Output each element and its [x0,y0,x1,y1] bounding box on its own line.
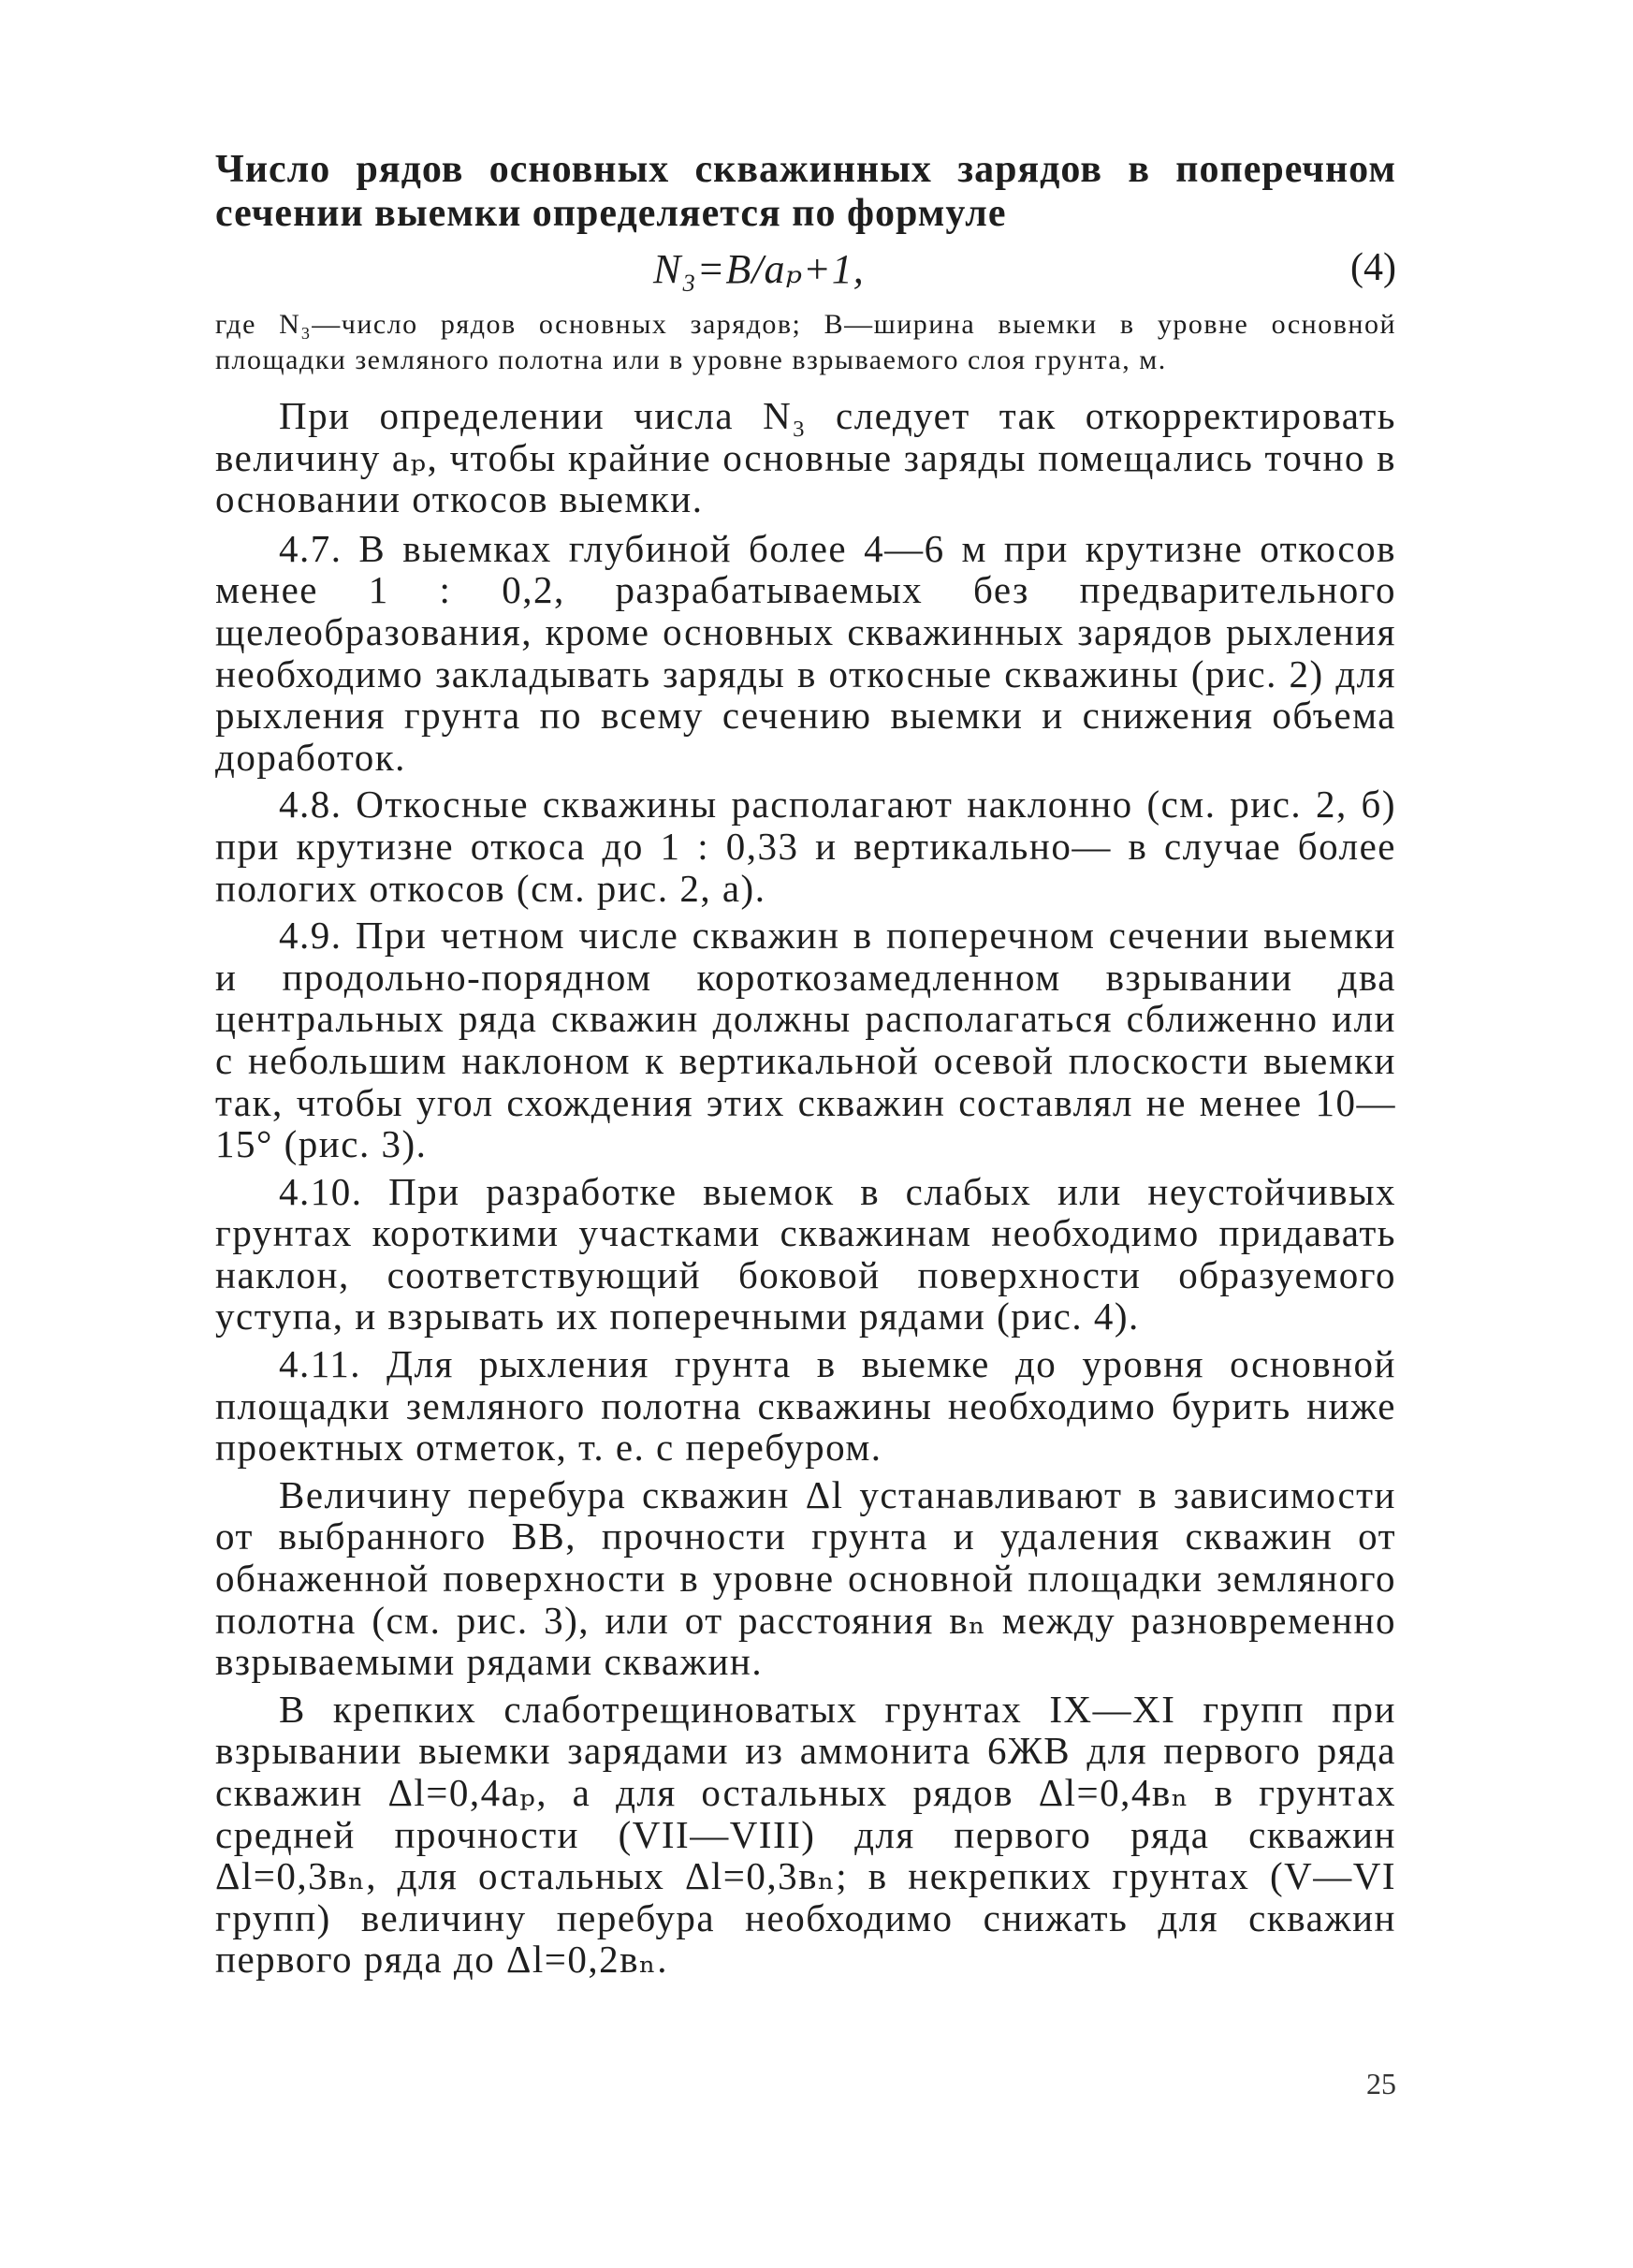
paragraph-overdrill: Величину перебура скважин Δl устанавливают в зависимости от выбранного ВВ, прочности грунта и удаления скважин от обнаженной поверхности в уровне основной площадки земляного полотна (см. рис. 3), или от расстояния вₙ между разновременно взрываемыми рядами скважин. [215,1472,1396,1684]
paragraph-soil-groups: В крепких слаботрещиноватых грунтах IX—XI групп при взрывании выемки зарядами из аммонита 6ЖВ для первого ряда скважин Δl=0,4aₚ, а для остальных рядов Δl=0,4вₙ в грунтах средней прочности (VII—VIII) для первого ряда скважин Δl=0,3вₙ, для остальных Δl=0,3вₙ; в некрепких грунтах (V—VI групп) величину перебура необходимо снижать для скважин первого ряда до Δl=0,2вₙ. [215,1687,1396,1982]
paragraph-4-11: 4.11. Для рыхления грунта в выемке до уровня основной площадки земляного полотна скважины необходимо бурить ниже проектных отметок, т. е. с перебуром. [215,1342,1396,1470]
page-number: 25 [1366,2067,1396,2100]
lead-paragraph: Число рядов основных скважинных зарядов в поперечном сечении выемки определяется по формуле [215,148,1396,235]
formula: N₃=B/aₚ+1, [653,246,865,292]
paragraph-correction: При определении числа N₃ следует так откорректировать величину aₚ, чтобы крайние основные заряды помещались точно в основании откосов выемки. [215,394,1396,521]
formula-row [215,245,1396,301]
formula-note: где N₃—число рядов основных зарядов; B—ширина выемки в уровне основной площадки земляного полотна или в уровне взрываемого слоя грунта, м. [215,309,1396,375]
paragraph-4-7: 4.7. В выемках глубиной более 4—6 м при крутизне откосов менее 1 : 0,2, разрабатываемых без предварительного щелеобразования, кроме основных скважинных зарядов рыхления необходимо закладывать заряды в откосные скважины (рис. 2) для рыхления грунта по всему сечению выемки и снижения объема доработок. [215,526,1396,779]
paragraph-4-10: 4.10. При разработке выемок в слабых или неустойчивых грунтах короткими участками скважинам необходимо придавать наклон, соответствующий боковой поверхности образуемого уступа, и взрывать их поперечными рядами (рис. 4). [215,1169,1396,1339]
paragraph-4-8: 4.8. Откосные скважины располагают наклонно (см. рис. 2, б) при крутизне откоса до 1 : 0,33 и вертикально— в случае более пологих откосов (см. рис. 2, а). [215,783,1396,910]
paragraph-4-9: 4.9. При четном числе скважин в поперечном сечении выемки и продольно-порядном короткозамедленном взрывании два центральных ряда скважин должны располагаться сближенно или с небольшим наклоном к вертикальной осевой плоскости выемки так, чтобы угол схождения этих скважин составлял не менее 10—15° (рис. 3). [215,914,1396,1166]
formula-number: (4) [1350,246,1396,289]
page-body [215,148,1396,1986]
